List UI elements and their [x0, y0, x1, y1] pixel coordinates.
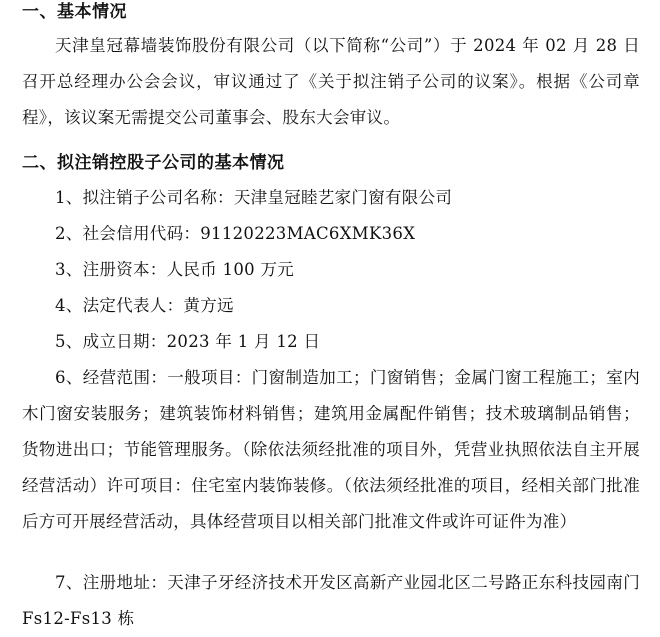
item-number: 5、: [55, 332, 83, 351]
list-item-credit-code: [22, 216, 640, 252]
list-item-registered-capital: [22, 252, 640, 288]
section-heading-basic-info: 一、基本情况: [22, 2, 127, 22]
item-label: 法定代表人：: [82, 296, 184, 315]
item-value: 一般项目：门窗制造加工；门窗销售；金属门窗工程施工；室内木门窗安装服务；建筑装饰材料销售；建筑用金属配件销售；技术玻璃制品销售；货物进出口；节能管理服务。（除依法须经批准的项目外，凭营业执照依法自主开展经营活动）许可项目：住宅室内装饰装修。（依法须经批准的项目，经相关部门批准后方可开展经营活动，具体经营项目以相关部门批准文件或许可证件为准）: [22, 368, 641, 531]
item-value: 黄方远: [183, 296, 234, 315]
item-number: 2、: [55, 224, 83, 243]
item-value: 天津子牙经济技术开发区高新产业园北区二号路正东科技园南门 Fs12-Fs13 栋: [22, 573, 641, 628]
item-number: 4、: [55, 296, 83, 315]
list-item-subsidiary-name: [22, 180, 640, 216]
list-item-establishment-date: [22, 324, 640, 360]
item-label: 社会信用代码：: [82, 224, 201, 243]
item-label: 成立日期：: [82, 332, 167, 351]
list-item-legal-representative: [22, 288, 640, 324]
section-heading-subsidiary-info: 二、拟注销控股子公司的基本情况: [22, 153, 285, 173]
item-number: 3、: [55, 260, 83, 279]
item-label: 经营范围：: [82, 368, 168, 387]
item-label: 拟注销子公司名称：: [82, 188, 234, 207]
item-value: 天津皇冠睦艺家门窗有限公司: [233, 188, 453, 207]
item-number: 7、: [55, 573, 83, 592]
list-item-registered-address: [22, 565, 640, 637]
item-value: 2023 年 1 月 12 日: [166, 332, 321, 351]
item-number: 6、: [55, 368, 83, 387]
list-item-business-scope: [22, 360, 640, 540]
item-value: 人民币 100 万元: [166, 260, 295, 279]
item-label: 注册地址：: [82, 573, 168, 592]
item-label: 注册资本：: [82, 260, 167, 279]
item-value: 91120223MAC6XMK36X: [200, 224, 416, 243]
basic-info-paragraph: 天津皇冠幕墙装饰股份有限公司（以下简称“公司”）于 2024 年 02 月 28 日召开总经理办公会会议，审议通过了《关于拟注销子公司的议案》。根据《公司章程》，该议案无需提交公司董事会、股东大会审议。: [22, 36, 640, 127]
item-number: 1、: [55, 188, 83, 207]
